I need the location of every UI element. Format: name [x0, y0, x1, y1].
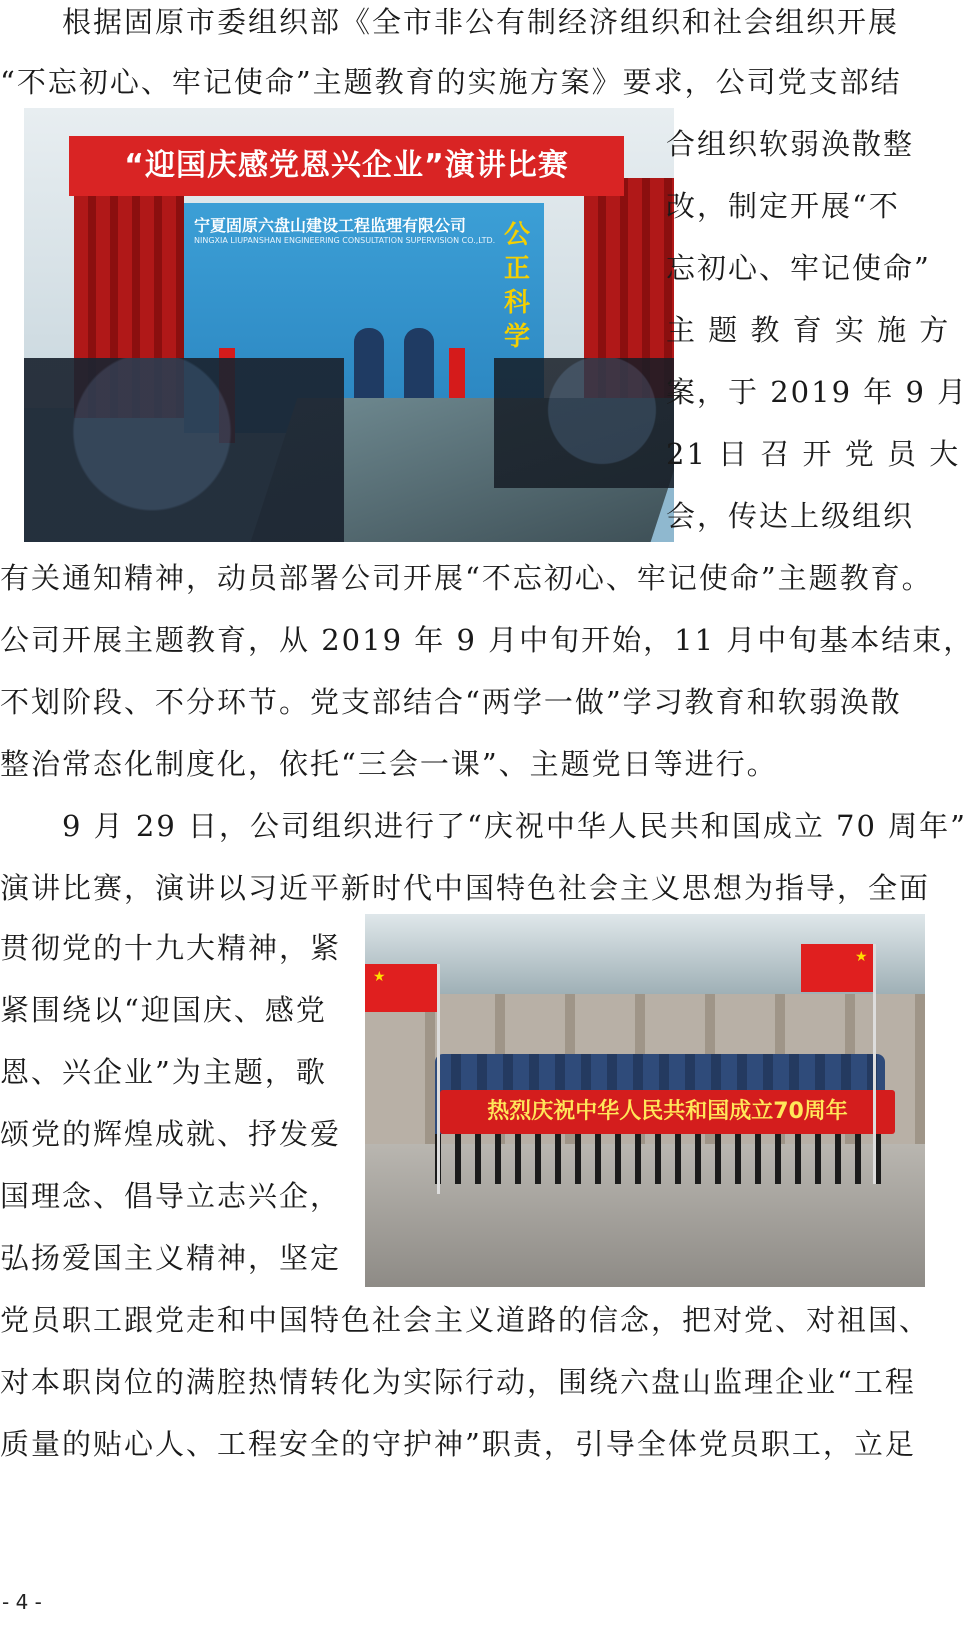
paragraph-line: 国理念、倡导立志兴企， — [0, 1179, 342, 1213]
company-name-sign: 宁夏固原六盘山建设工程监理有限公司 — [194, 216, 467, 235]
paragraph-line: 21 日 召 开 党 员 大 — [666, 437, 961, 471]
paragraph-line: 合组织软弱涣散整 — [666, 127, 915, 161]
audience-left — [24, 358, 344, 542]
paragraph-line: 案，于 2019 年 9 月 — [666, 375, 969, 409]
paragraph-line: 弘扬爱国主义精神，坚定 — [0, 1241, 342, 1275]
paragraph-line: 会，传达上级组织 — [666, 499, 915, 533]
paragraph-line: 改，制定开展“不 — [666, 189, 900, 223]
photo-speech-contest — [24, 108, 674, 542]
page-number: - 4 - — [2, 1590, 42, 1614]
paragraph-line: 恩、兴企业”为主题，歌 — [0, 1055, 327, 1089]
company-english-name: NINGXIA LIUPANSHAN ENGINEERING CONSULTATION SUPERVISION CO.,LTD. — [194, 236, 496, 245]
paragraph-line: 不划阶段、不分环节。党支部结合“两学一做”学习教育和软弱涣散 — [0, 685, 902, 719]
photo-banner-text: “迎国庆感党恩兴企业”演讲比赛 — [69, 136, 624, 196]
paragraph-line: 忘初心、牢记使命” — [666, 251, 931, 285]
paragraph-line: 有关通知精神，动员部署公司开展“不忘初心、牢记使命”主题教育。 — [0, 561, 933, 595]
paragraph-line: 党员职工跟党走和中国特色社会主义道路的信念，把对党、对祖国、 — [0, 1303, 931, 1337]
board-vertical-text: 公正科学 — [504, 220, 531, 352]
audience-right — [494, 358, 674, 488]
photo-group-celebration — [365, 914, 925, 1287]
photo-banner-text: 热烈庆祝中华人民共和国成立70周年 — [440, 1090, 895, 1134]
star-icon: ★ — [373, 969, 386, 985]
paragraph-line: 公司开展主题教育，从 2019 年 9 月中旬开始，11 月中旬基本结束， — [0, 623, 974, 657]
paragraph-line: 演讲比赛，演讲以习近平新时代中国特色社会主义思想为指导，全面 — [0, 871, 931, 905]
paragraph-line: 主 题 教 育 实 施 方 — [666, 313, 951, 347]
paragraph-line: 质量的贴心人、工程安全的守护神”职责，引导全体党员职工，立足 — [0, 1427, 916, 1461]
paragraph-line: 贯彻党的十九大精神，紧 — [0, 931, 342, 965]
paragraph-line: 颂党的辉煌成就、抒发爱 — [0, 1117, 342, 1151]
paragraph-line: 对本职岗位的满腔热情转化为实际行动，围绕六盘山监理企业“工程 — [0, 1365, 916, 1399]
paragraph-line: 9 月 29 日，公司组织进行了“庆祝中华人民共和国成立 70 周年” — [0, 809, 967, 843]
paragraph-line: “不忘初心、牢记使命”主题教育的实施方案》要求，公司党支部结 — [0, 65, 902, 99]
star-icon: ★ — [855, 949, 868, 965]
paragraph-line: 整治常态化制度化，依托“三会一课”、主题党日等进行。 — [0, 747, 778, 781]
paragraph-line: 紧围绕以“迎国庆、感党 — [0, 993, 327, 1027]
paragraph-line: 根据固原市委组织部《全市非公有制经济组织和社会组织开展 — [0, 5, 900, 39]
